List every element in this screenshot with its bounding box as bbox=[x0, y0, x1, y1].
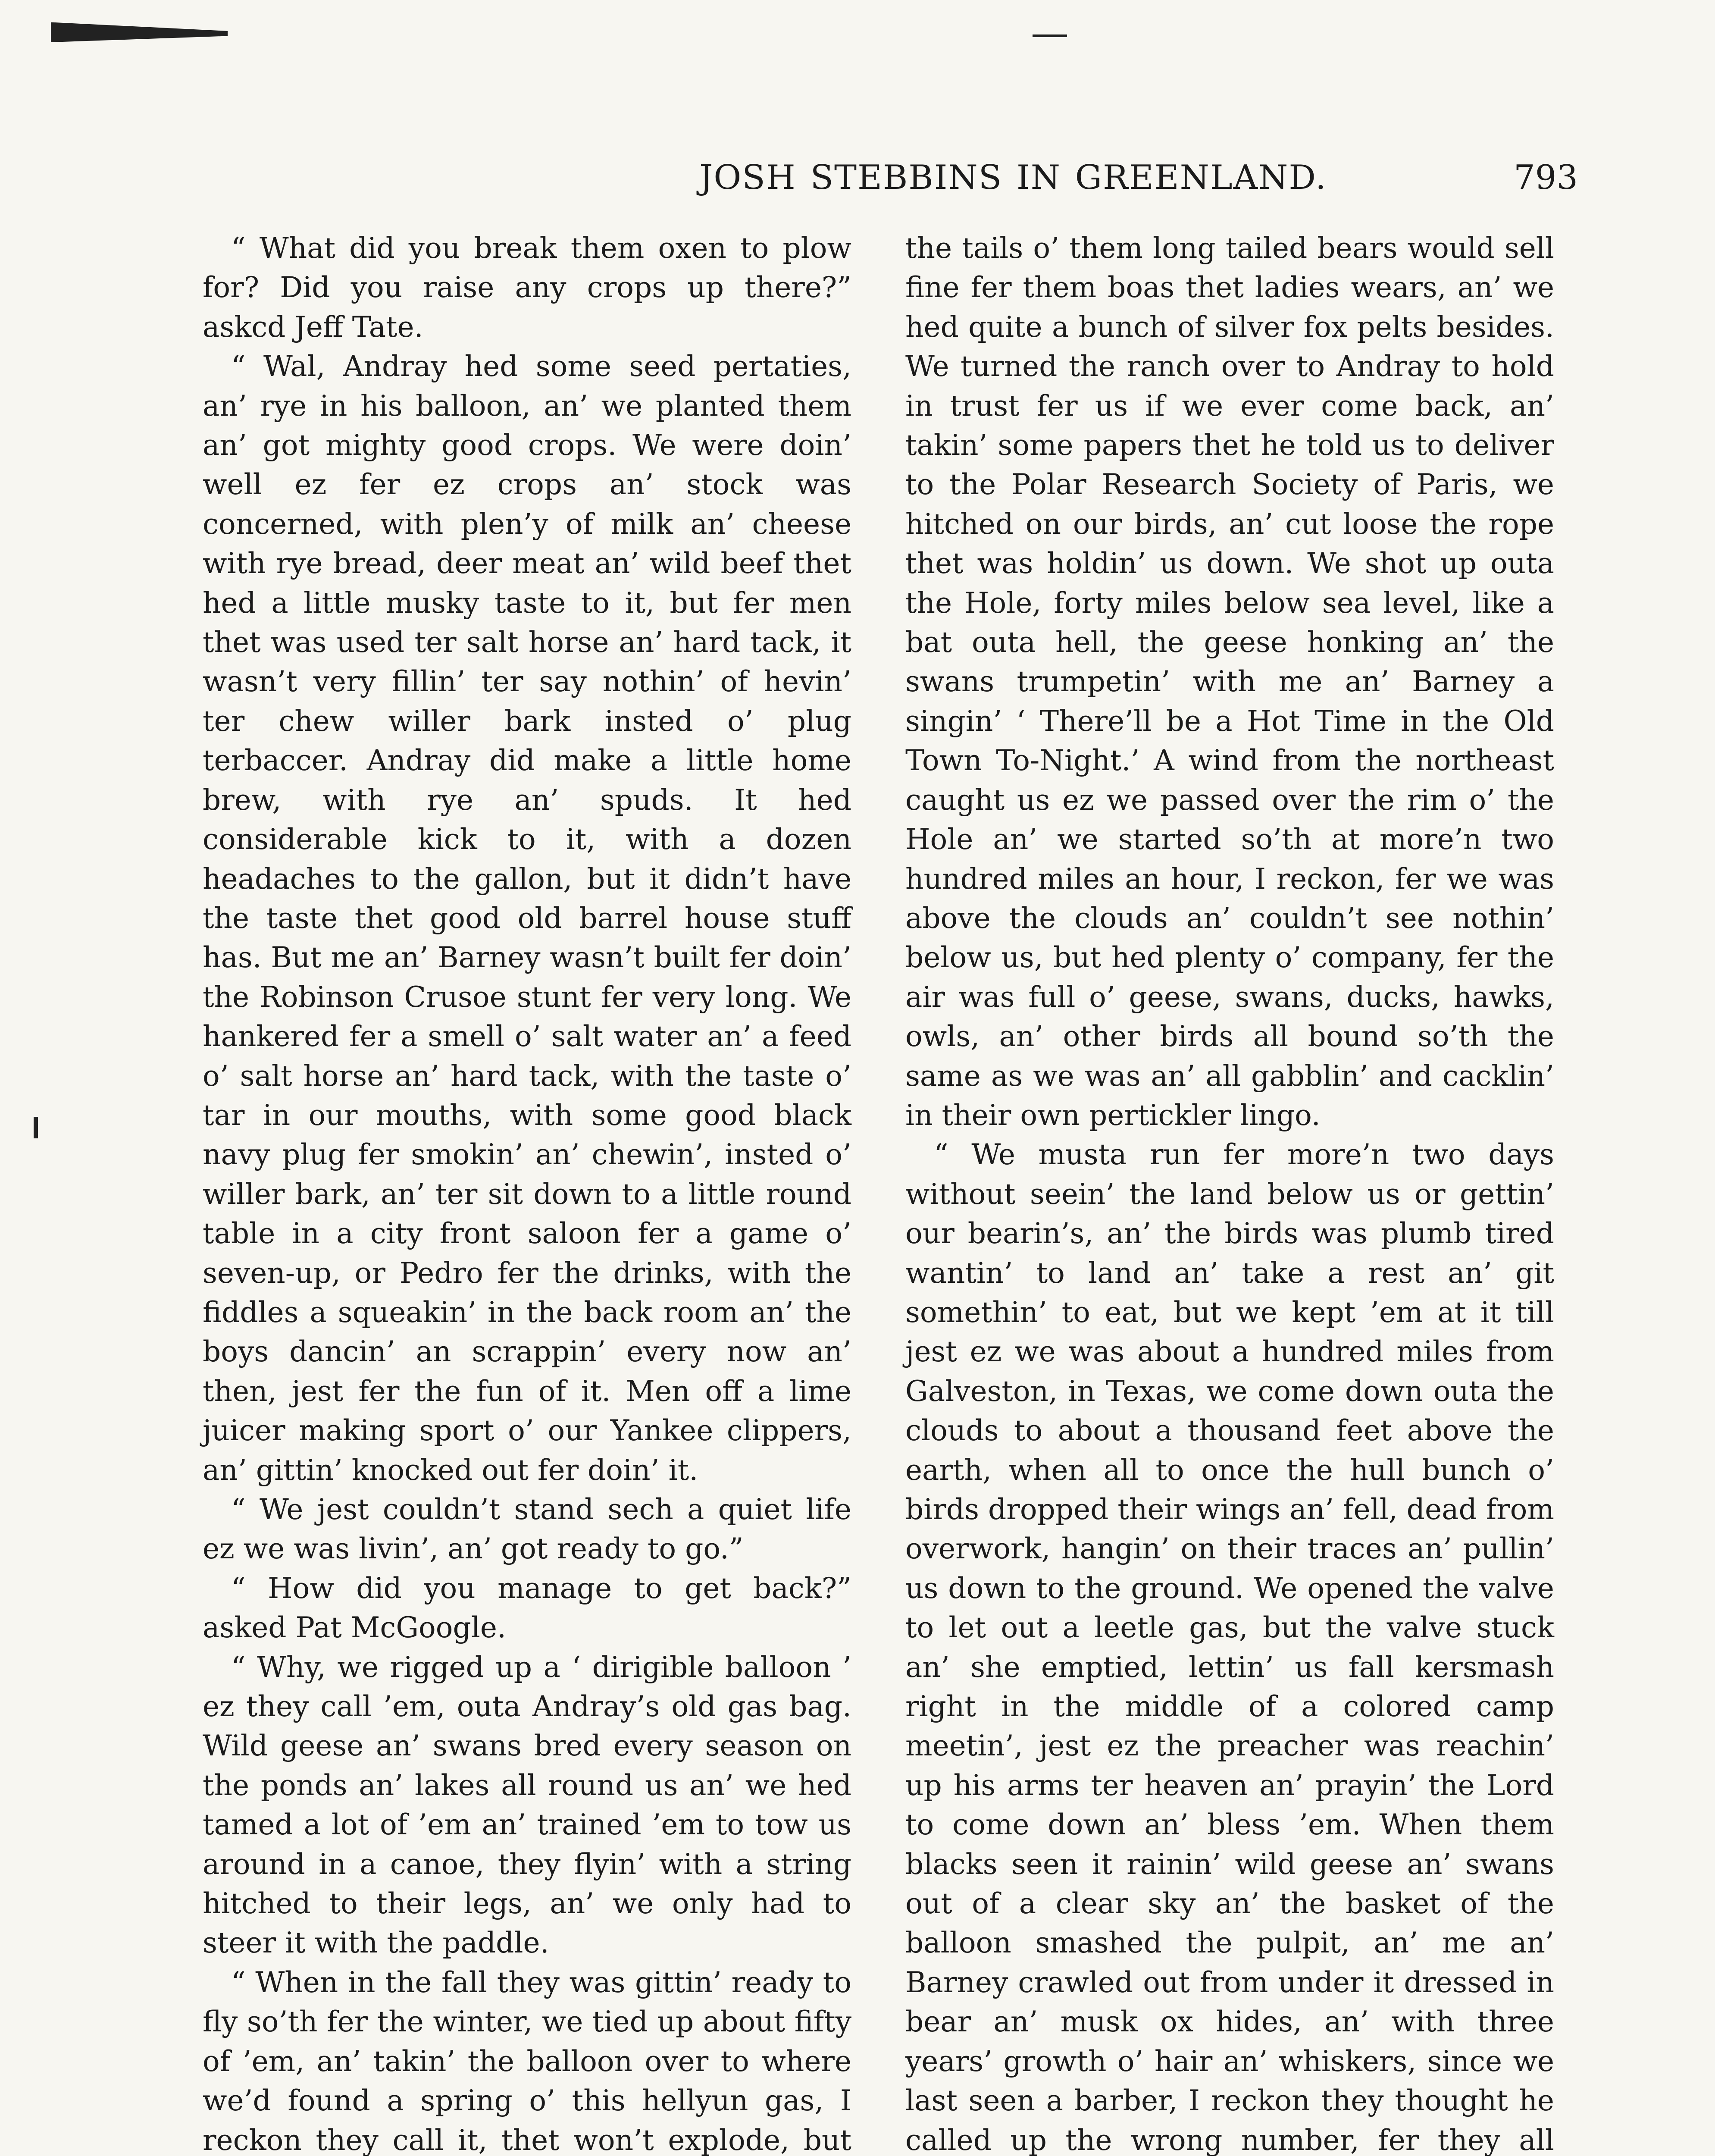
scan-artifact-tick bbox=[34, 1117, 38, 1138]
paragraph: the tails o’ them long tailed bears would sell fine fer them boas thet ladies wears, an’ we hed quite a bunch of silver fox pelts besides. We turned the ranch over to Andray to hold in trust fer us if we ever come back, an’ takin’ some papers thet he told us to deliver to the Polar Research Society of Paris, we hitched on our birds, an’ cut loose the rope thet was holdin’ us down. We shot up outa the Hole, forty miles below sea level, like a bat outa hell, the geese honking an’ the swans trumpetin’ with me an’ Barney a singin’ ‘ There’ll be a Hot Time in the Old Town To-Night.’ A wind from the northeast caught us ez we passed over the rim o’ the Hole an’ we started so’th at more’n two hundred miles an hour, I reckon, fer we was above the clouds an’ couldn’t see nothin’ below us, but hed plenty o’ company, fer the air was full o’ geese, swans, ducks, hawks, owls, an’ other birds all bound so’th the same as we was an’ all gabblin’ and cacklin’ in their own pertickler lingo. bbox=[905, 232, 1554, 1132]
page-number: 793 bbox=[1514, 158, 1578, 197]
paragraph: “ We jest couldn’t stand sech a quiet life ez we was livin’, an’ got ready to go.” bbox=[203, 1493, 851, 1566]
paragraph: “ Wal, Andray hed some seed pertaties, an’ rye in his balloon, an’ we planted them an’ got mighty good crops. We were doin’ well ez fer ez crops an’ stock was concerned, with plen’y of milk an’ cheese with rye bread, deer meat an’ wild beef thet hed a little musky taste to it, but fer men thet was used ter salt horse an’ hard tack, it wasn’t very fillin’ ter say nothin’ of hevin’ ter chew willer bark insted o’ plug terbaccer. Andray did make a little home brew, with rye an’ spuds. It hed considerable kick to it, with a dozen headaches to the gallon, but it didn’t have the taste thet good old barrel house stuff has. But me an’ Barney wasn’t built fer doin’ the Robinson Crusoe stunt fer very long. We hankered fer a smell o’ salt water an’ a feed o’ salt horse an’ hard tack, with the taste o’ tar in our mouths, with some good black navy plug fer smokin’ an’ chewin’, insted o’ willer bark, an’ ter sit down to a little round table in a city front saloon fer a game o’ seven-up, or Pedro fer the drinks, with the fiddles a squeakin’ in the back room an’ the boys dancin’ an scrappin’ every now an’ then, jest fer the fun of it. Men off a lime juicer making sport o’ our Yankee clippers, an’ gittin’ knocked out fer doin’ it. bbox=[203, 350, 851, 1487]
paragraph: “ When in the fall they was gittin’ ready to fly so’th fer the winter, we tied up about fifty of ’em, an’ takin’ the balloon over to where we’d found a spring o’ this hellyun gas, I reckon they call it, thet won’t explode, but bbox=[203, 1965, 851, 2156]
scan-artifact-dash bbox=[1033, 34, 1067, 37]
running-title: JOSH STEBBINS IN GREENLAND. bbox=[699, 158, 1327, 197]
paragraph: “ Why, we rigged up a ‘ dirigible balloon ’ ez they call ’em, outa Andray’s old gas bag. Wild geese an’ swans bred every season on the ponds an’ lakes all round us an’ we hed tamed a lot of ’em an’ trained ’em to tow us around in a canoe, they flyin’ with a string hitched to their legs, an’ we only had to steer it with the paddle. bbox=[203, 1650, 851, 1960]
right-column bbox=[905, 229, 1554, 2156]
page-header bbox=[448, 152, 1578, 204]
paragraph: “ How did you manage to get back?” asked Pat McGoogle. bbox=[203, 1571, 851, 1645]
scan-artifact-mark bbox=[51, 17, 228, 42]
left-column bbox=[203, 229, 851, 2156]
paragraph: “ What did you break them oxen to plow for? Did you raise any crops up there?” askcd Jeff Tate. bbox=[203, 232, 851, 344]
body-columns bbox=[203, 229, 1556, 2156]
paragraph: “ We musta run fer more’n two days without seein’ the land below us or gettin’ our bearin’s, an’ the birds was plumb tired wantin’ to land an’ take a rest an’ git somethin’ to eat, but we kept ’em at it till jest ez we was about a hundred miles from Galveston, in Texas, we come down outa the clouds to about a thousand feet above the earth, when all to once the hull bunch o’ birds dropped their wings an’ fell, dead from overwork, hangin’ on their traces an’ pullin’ us down to the ground. We opened the valve to let out a leetle gas, but the valve stuck an’ she emptied, lettin’ us fall kersmash right in the middle of a colored camp meetin’, jest ez the preacher was reachin’ up his arms ter heaven an’ prayin’ the Lord to come down an’ bless ’em. When them blacks seen it rainin’ wild geese an’ swans out of a clear sky an’ the basket of the balloon smashed the pulpit, an’ me an’ Barney crawled out from under it dressed in bear an’ musk ox hides, an’ with three years’ growth o’ hair an’ whiskers, since we last seen a barber, I reckon they thought he called up the wrong number, fer they all bbox=[905, 1138, 1554, 2156]
